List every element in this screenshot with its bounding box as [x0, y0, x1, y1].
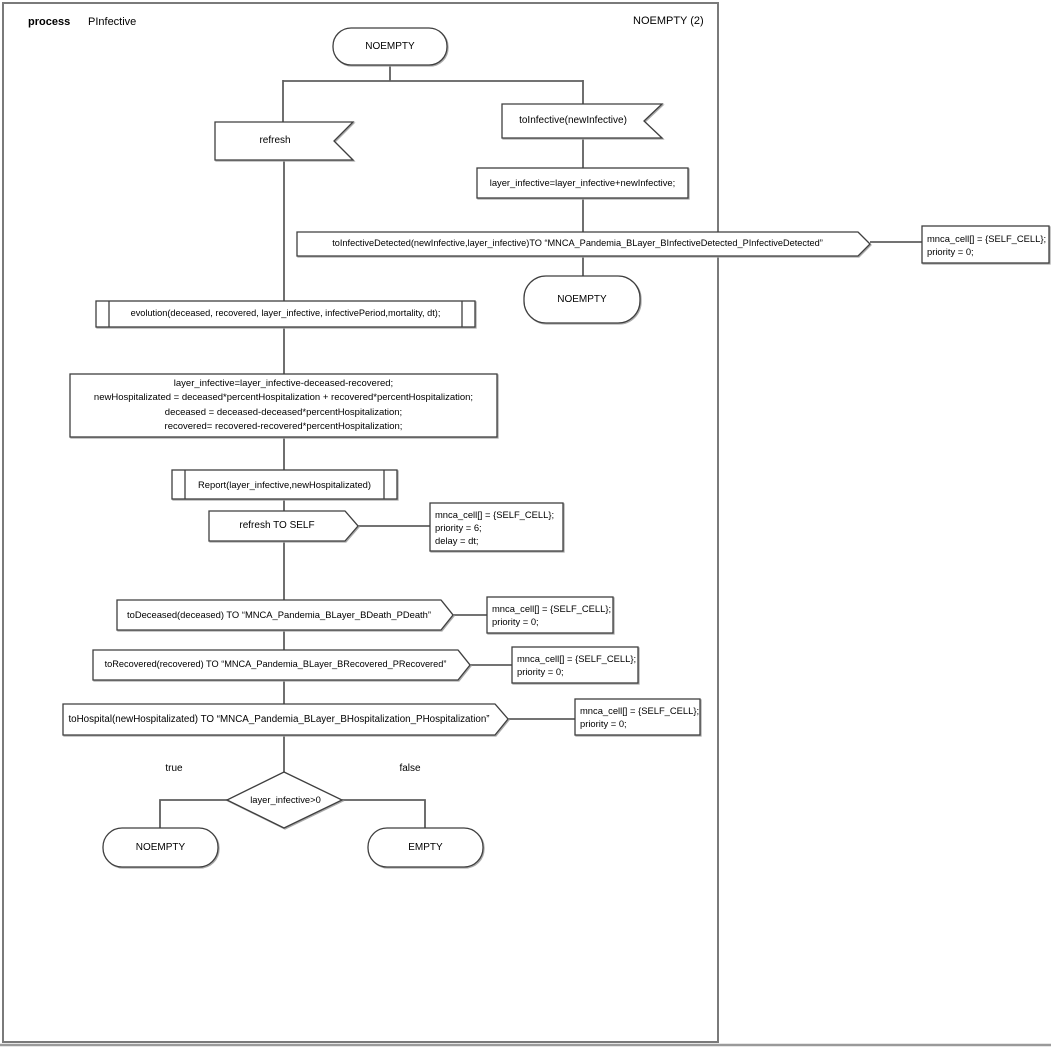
decision-label: layer_infective>0	[250, 794, 321, 806]
send-tohospital-label: toHospital(newHospitalizated) TO “MNCA_Pandemia_BLayer_BHospitalization_PHospitalization”	[68, 713, 490, 725]
send-toinfectivedetected-label: toInfectiveDetected(newInfective,layer_infective)TO “MNCA_Pandemia_BLayer_BInfectiveDetected_PInfectiveDetected”	[332, 238, 823, 249]
predefined-report-label: Report(layer_infective,newHospitalizated)	[198, 478, 371, 490]
branch-false-label: false	[399, 763, 421, 774]
terminal-noempty-right-label: NOEMPTY	[557, 293, 607, 305]
connector-true-branch	[160, 800, 229, 828]
branch-true-label: true	[165, 763, 183, 774]
action-add-infective-label: layer_infective=layer_infective+newInfective;	[489, 177, 676, 189]
terminal-empty-end-label: EMPTY	[408, 841, 443, 853]
send-todeceased-label: toDeceased(deceased) TO “MNCA_Pandemia_BLayer_BDeath_PDeath”	[127, 609, 431, 621]
predefined-evolution-label: evolution(deceased, recovered, layer_infective, infectivePeriod,mortality, dt);	[130, 308, 441, 319]
note-refresh-self: mnca_cell[] = {SELF_CELL}; priority = 6; delay = dt;	[435, 508, 555, 546]
send-torecovered-label: toRecovered(recovered) TO “MNCA_Pandemia_BLayer_BRecovered_PRecovered”	[104, 659, 447, 670]
process-kind-label: process	[28, 16, 71, 28]
note-recovered: mnca_cell[] = {SELF_CELL}; priority = 0;	[517, 653, 637, 677]
note-deceased: mnca_cell[] = {SELF_CELL}; priority = 0;	[492, 603, 612, 627]
start-terminal-label: NOEMPTY	[365, 40, 415, 52]
process-state-label: NOEMPTY (2)	[633, 15, 704, 27]
send-refresh-self-label: refresh TO SELF	[239, 520, 315, 531]
process-name-label: PInfective	[88, 16, 137, 28]
connector-false-branch	[342, 800, 425, 828]
note-infectivedetected: mnca_cell[] = {SELF_CELL}; priority = 0;	[927, 232, 1047, 257]
receive-refresh-label: refresh	[259, 135, 291, 146]
note-hospital: mnca_cell[] = {SELF_CELL}; priority = 0;	[580, 705, 700, 729]
action-assign-label: layer_infective=layer_infective-deceased-recovered; newHospitalizated = deceased*percentHospitalization + recovered*percentHospitalization; deceased = deceased-deceased*percentHospitalization; recovered= recovered-recovered*percentHospitalization;	[93, 377, 474, 432]
terminal-noempty-end-label: NOEMPTY	[135, 841, 186, 853]
receive-toinfective-label: toInfective(newInfective)	[519, 115, 627, 126]
